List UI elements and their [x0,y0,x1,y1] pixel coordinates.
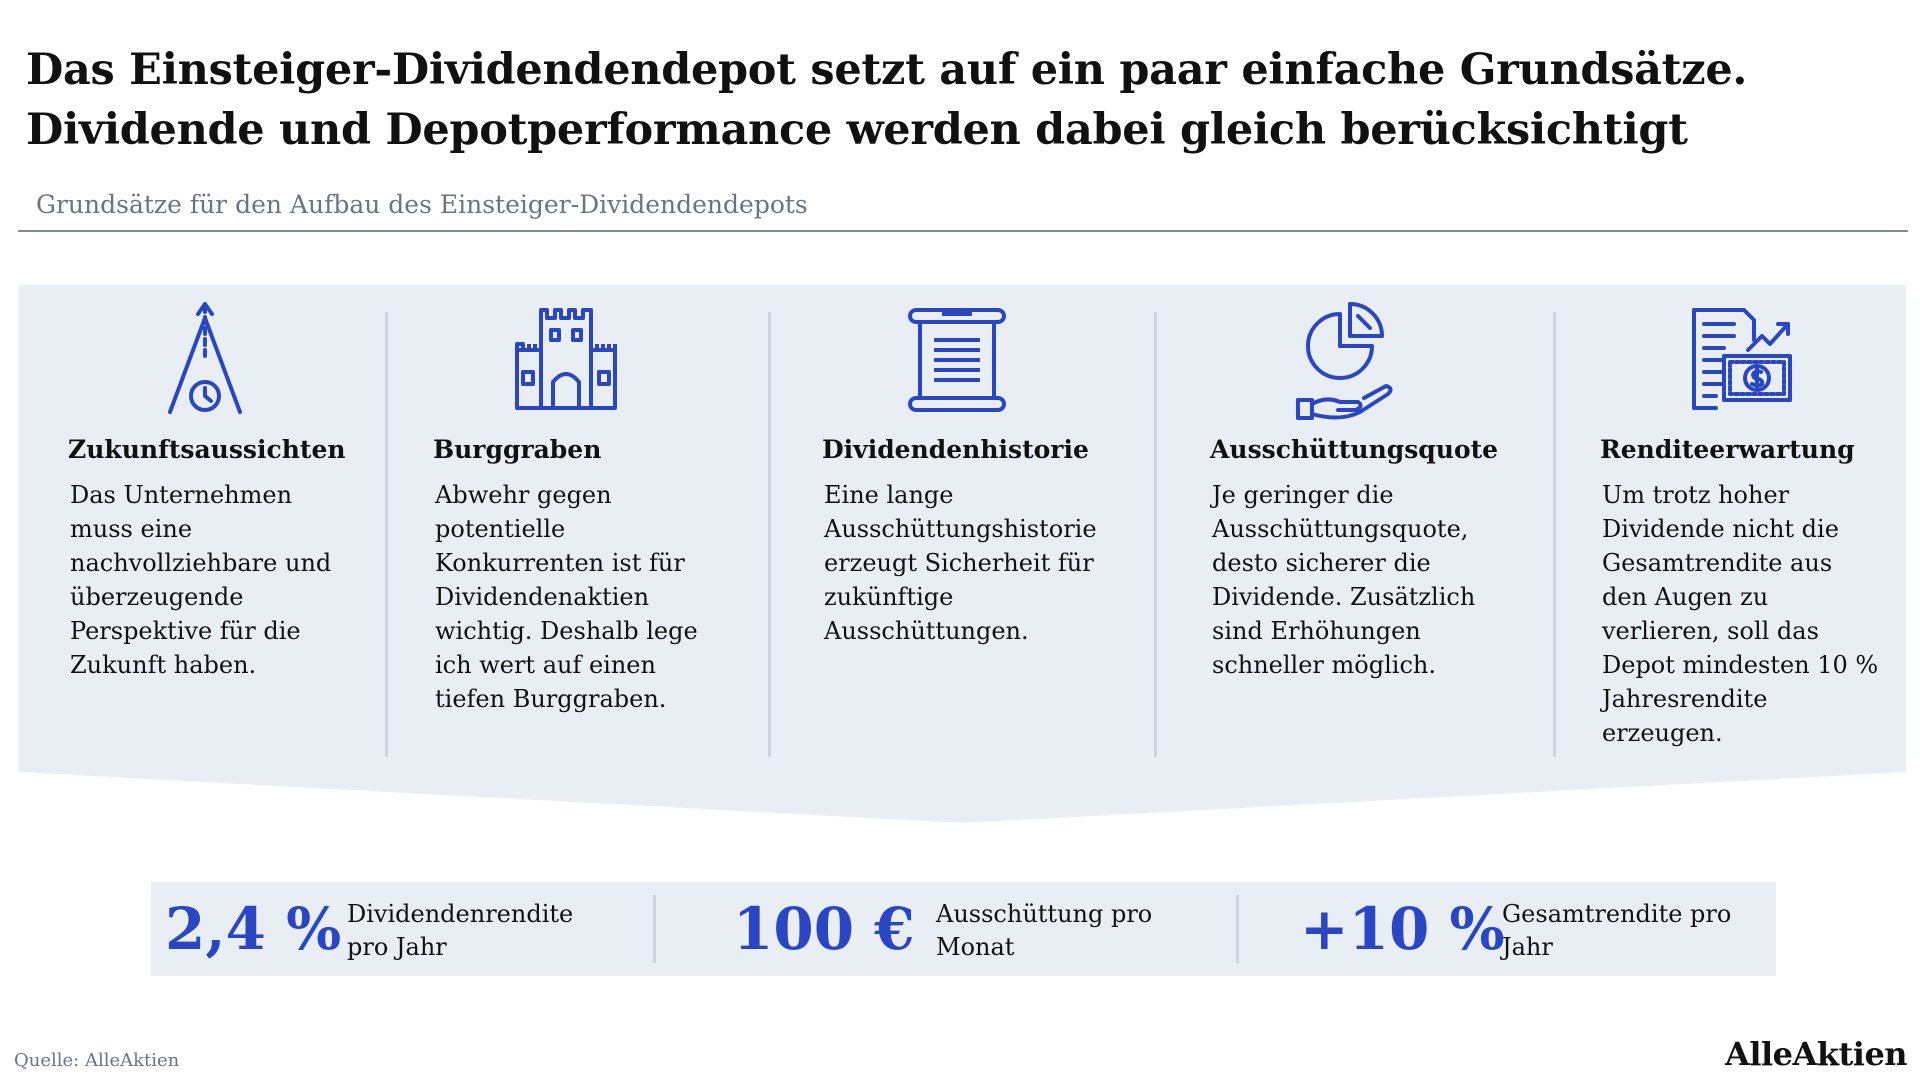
principle-text: Um trotz hoher Dividende nicht die Gesamtrendite aus den Augen zu verlieren, soll das Depot mindesten 10 % Jahresrendite erzeugen. [1602,481,1879,747]
subtitle: Grundsätze für den Aufbau des Einsteiger-Dividendendepots [36,190,808,219]
scroll-icon [902,300,1012,420]
kpi-divider [653,895,656,963]
brand-logo: AlleAktien [1725,1035,1908,1073]
principle-title: Burggraben [433,435,602,464]
kpi-divider [1236,895,1239,963]
principle-title: Dividendenhistorie [822,435,1089,464]
castle-icon [511,300,621,420]
kpi-value-ausschuettung: 100 € [733,895,915,963]
page-title [26,40,1906,160]
kpi-value-dividendenrendite: 2,4 % [165,895,342,963]
principle-text: Je geringer die Ausschüttungsquote, desto sicherer die Dividende. Zusätzlich sind Erhöhungen schneller möglich. [1212,481,1476,679]
column-divider [768,312,771,757]
kpi-label-ausschuettung: Ausschüttung pro Monat [936,900,1153,961]
principle-title: Renditeerwartung [1600,435,1855,464]
principle-title: Ausschüttungsquote [1210,435,1499,464]
perspective-clock-icon [160,300,270,420]
column-divider [1154,312,1157,757]
principle-text: Abwehr gegen potentielle Konkurrenten ist für Dividendenaktien wichtig. Deshalb lege ich wert auf einen tiefen Burggraben. [435,481,698,713]
pie-hand-icon [1290,300,1400,420]
principle-title: Zukunftsaussichten [68,435,346,464]
kpi-label-gesamtrendite: Gesamtrendite pro Jahr [1502,900,1732,961]
source-note: Quelle: AlleAktien [14,1050,180,1071]
principle-text: Eine lange Ausschüttungshistorie erzeugt Sicherheit für zukünftige Ausschüttungen. [824,481,1097,645]
title-line-1: Das Einsteiger-Dividendendepot setzt auf ein paar einfache Grundsätze. [26,45,1748,95]
column-divider [1553,312,1556,757]
kpi-value-gesamtrendite: +10 % [1300,895,1505,963]
report-dollar-icon [1688,300,1798,420]
kpi-label-dividendenrendite: Dividendenrendite pro Jahr [347,900,574,961]
title-line-2: Dividende und Depotperformance werden dabei gleich berücksichtigt [26,105,1688,155]
subtitle-divider [18,230,1908,232]
principle-text: Das Unternehmen muss eine nachvollziehbare und überzeugende Perspektive für die Zukunft haben. [70,481,332,679]
